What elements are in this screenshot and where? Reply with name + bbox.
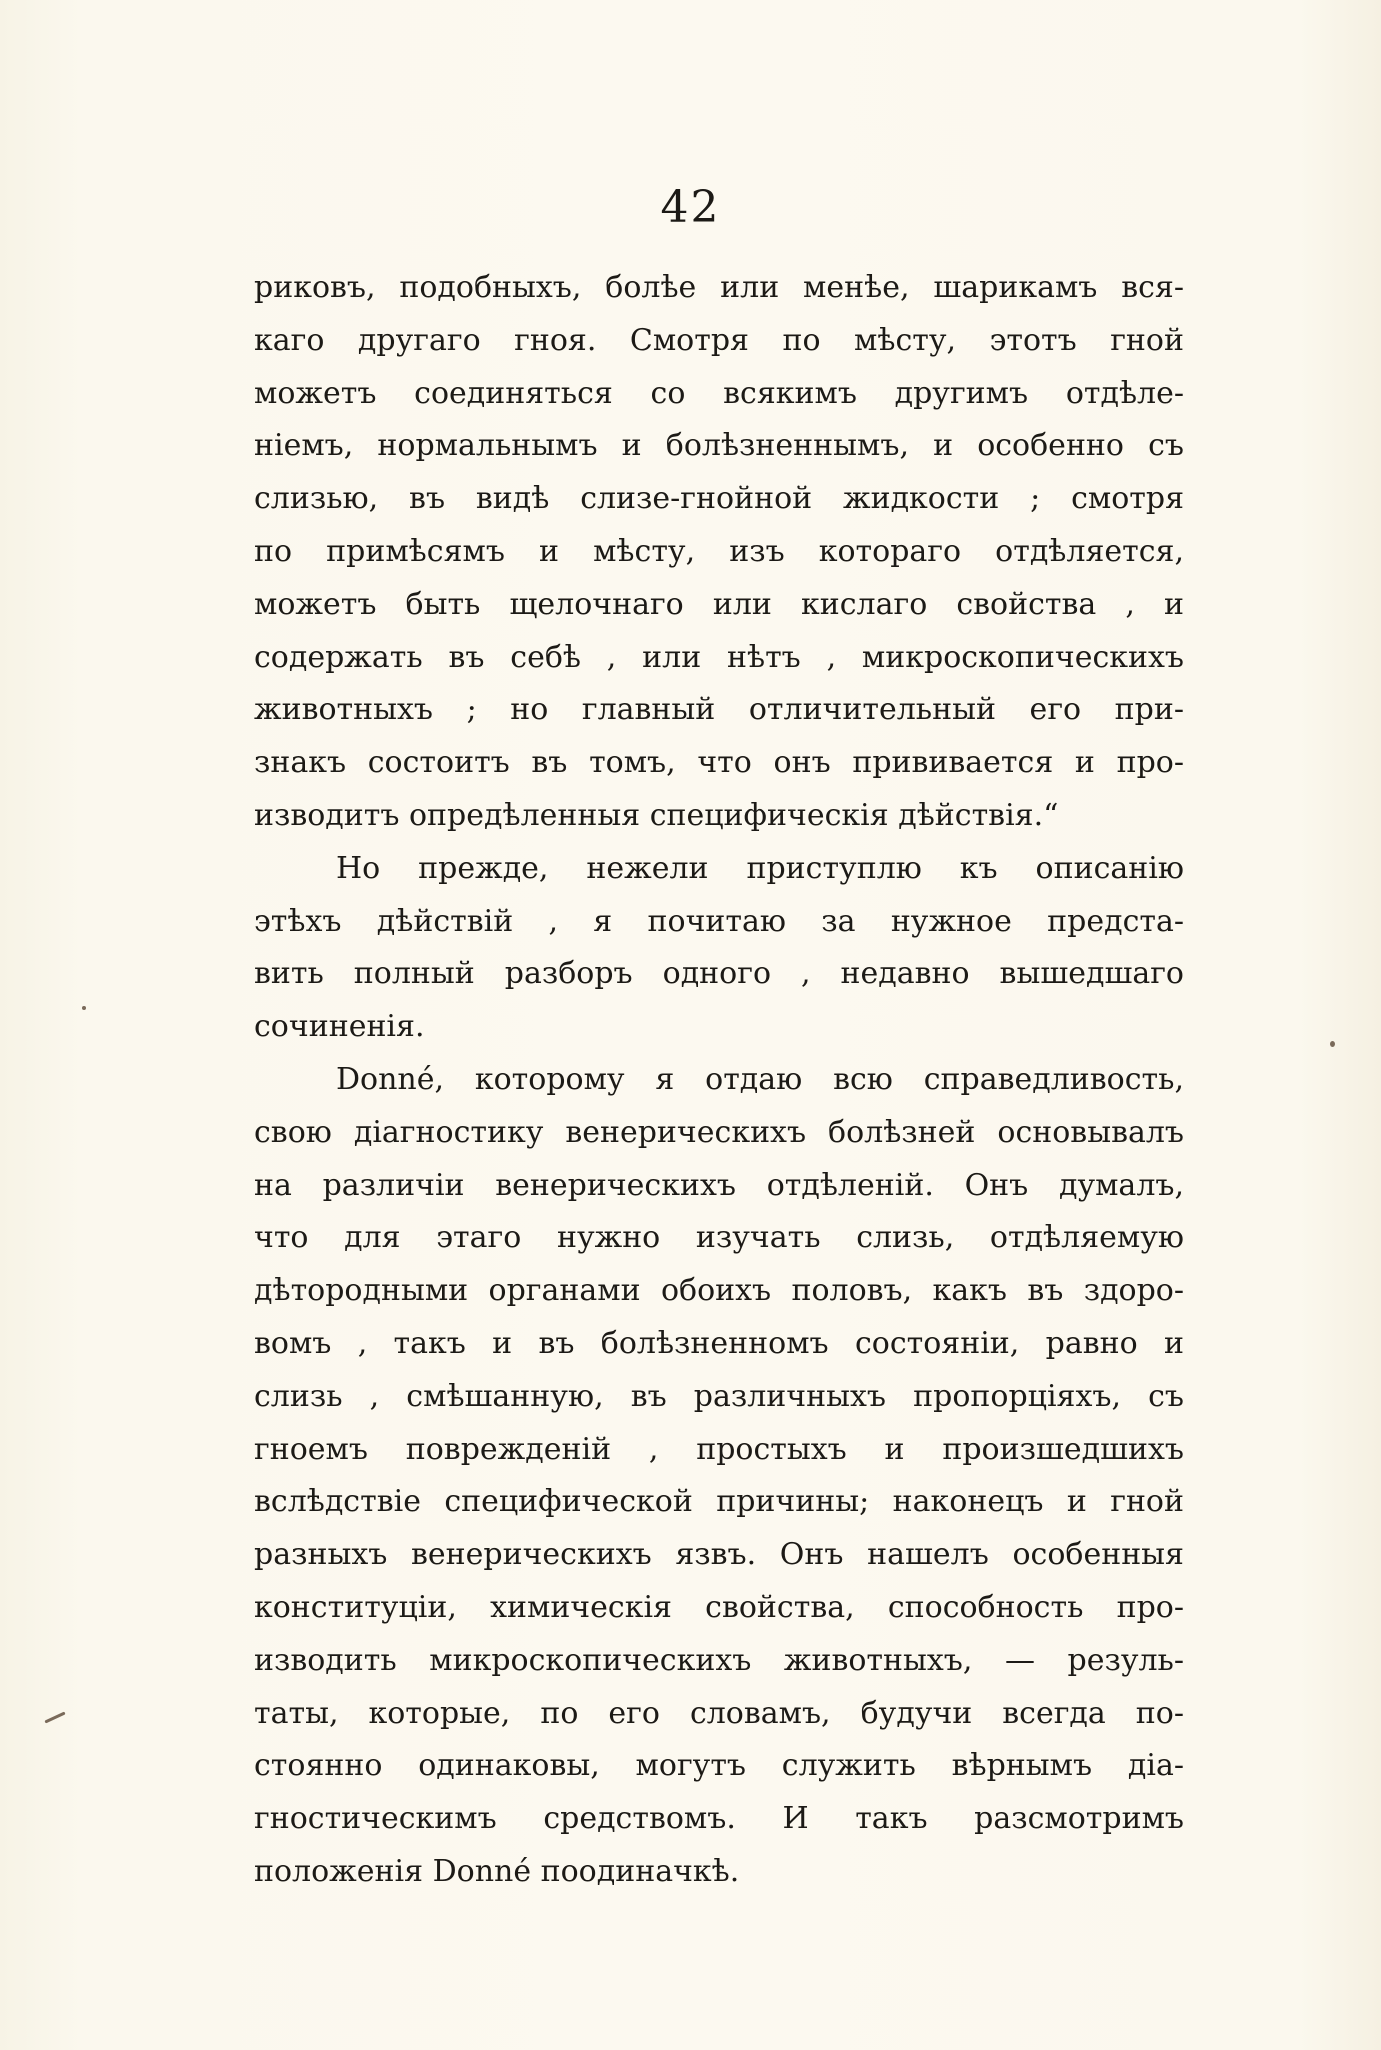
text-line: вить полный разборъ одного , недавно вышедшаго xyxy=(254,956,1184,992)
text-line: изводитъ опредѣленныя специфическія дѣйствія.“ xyxy=(254,797,1059,833)
text-line: слизью, въ видѣ слизе-гнойной жидкости ; смотря xyxy=(254,481,1184,517)
text-line: знакъ состоитъ въ томъ, что онъ прививается и про- xyxy=(254,745,1184,781)
text-line: каго другаго гноя. Смотря по мѣсту, этотъ гной xyxy=(254,322,1184,358)
text-line: сочиненія. xyxy=(254,1009,425,1045)
body-text xyxy=(254,262,1184,1899)
text-line: можетъ соединяться со всякимъ другимъ отдѣле- xyxy=(254,375,1184,411)
text-line: гностическимъ средствомъ. И такъ разсмотримъ xyxy=(254,1801,1184,1837)
text-line: вслѣдствіе специфической причины; наконецъ и гной xyxy=(254,1484,1184,1520)
text-line: свою діагностику венерическихъ болѣзней основывалъ xyxy=(254,1114,1184,1150)
text-line: гноемъ поврежденій , простыхъ и произшедшихъ xyxy=(254,1431,1184,1467)
text-line: стоянно одинаковы, могутъ служить вѣрнымъ діа- xyxy=(254,1748,1184,1784)
text-line: этѣхъ дѣйствій , я почитаю за нужное предста- xyxy=(254,903,1184,939)
text-line: конституціи, химическія свойства, способность про- xyxy=(254,1589,1184,1625)
paragraph xyxy=(254,843,1184,1054)
text-line: на различіи венерическихъ отдѣленій. Онъ думалъ, xyxy=(254,1167,1184,1203)
text-line: слизь , смѣшанную, въ различныхъ пропорціяхъ, съ xyxy=(254,1378,1184,1414)
text-line: что для этаго нужно изучать слизь, отдѣляемую xyxy=(254,1220,1184,1256)
page-number: 42 xyxy=(660,182,721,233)
text-line: дѣтородными органами обоихъ половъ, какъ въ здоро- xyxy=(254,1273,1184,1309)
text-line: положенія Donné поодиначкѣ. xyxy=(254,1853,740,1889)
text-line: риковъ, подобныхъ, болѣе или менѣе, шарикамъ вся- xyxy=(254,270,1184,305)
text-line: содержать въ себѣ , или нѣтъ , микроскопическихъ xyxy=(254,639,1184,675)
text-line: животныхъ ; но главный отличительный его при- xyxy=(254,692,1184,728)
text-line: Но прежде, нежели приступлю къ описанію xyxy=(336,850,1184,886)
text-line: можетъ быть щелочнаго или кислаго свойства , и xyxy=(254,586,1184,622)
scan-speck xyxy=(44,1711,65,1723)
text-line: Donné, которому я отдаю всю справедливость, xyxy=(336,1061,1184,1097)
text-line: ніемъ, нормальнымъ и болѣзненнымъ, и особенно съ xyxy=(254,428,1184,464)
text-line: вомъ , такъ и въ болѣзненномъ состояніи, равно и xyxy=(254,1325,1184,1361)
scan-speck xyxy=(1330,1041,1335,1047)
paragraph xyxy=(254,262,1184,843)
text-line: изводить микроскопическихъ животныхъ, — резуль- xyxy=(254,1642,1184,1678)
paragraph xyxy=(254,1054,1184,1899)
scan-speck xyxy=(82,1006,86,1010)
text-line: по примѣсямъ и мѣсту, изъ котораго отдѣляется, xyxy=(254,533,1184,569)
text-line: разныхъ венерическихъ язвъ. Онъ нашелъ особенныя xyxy=(254,1537,1184,1573)
text-line: таты, которые, по его словамъ, будучи всегда по- xyxy=(254,1695,1184,1731)
